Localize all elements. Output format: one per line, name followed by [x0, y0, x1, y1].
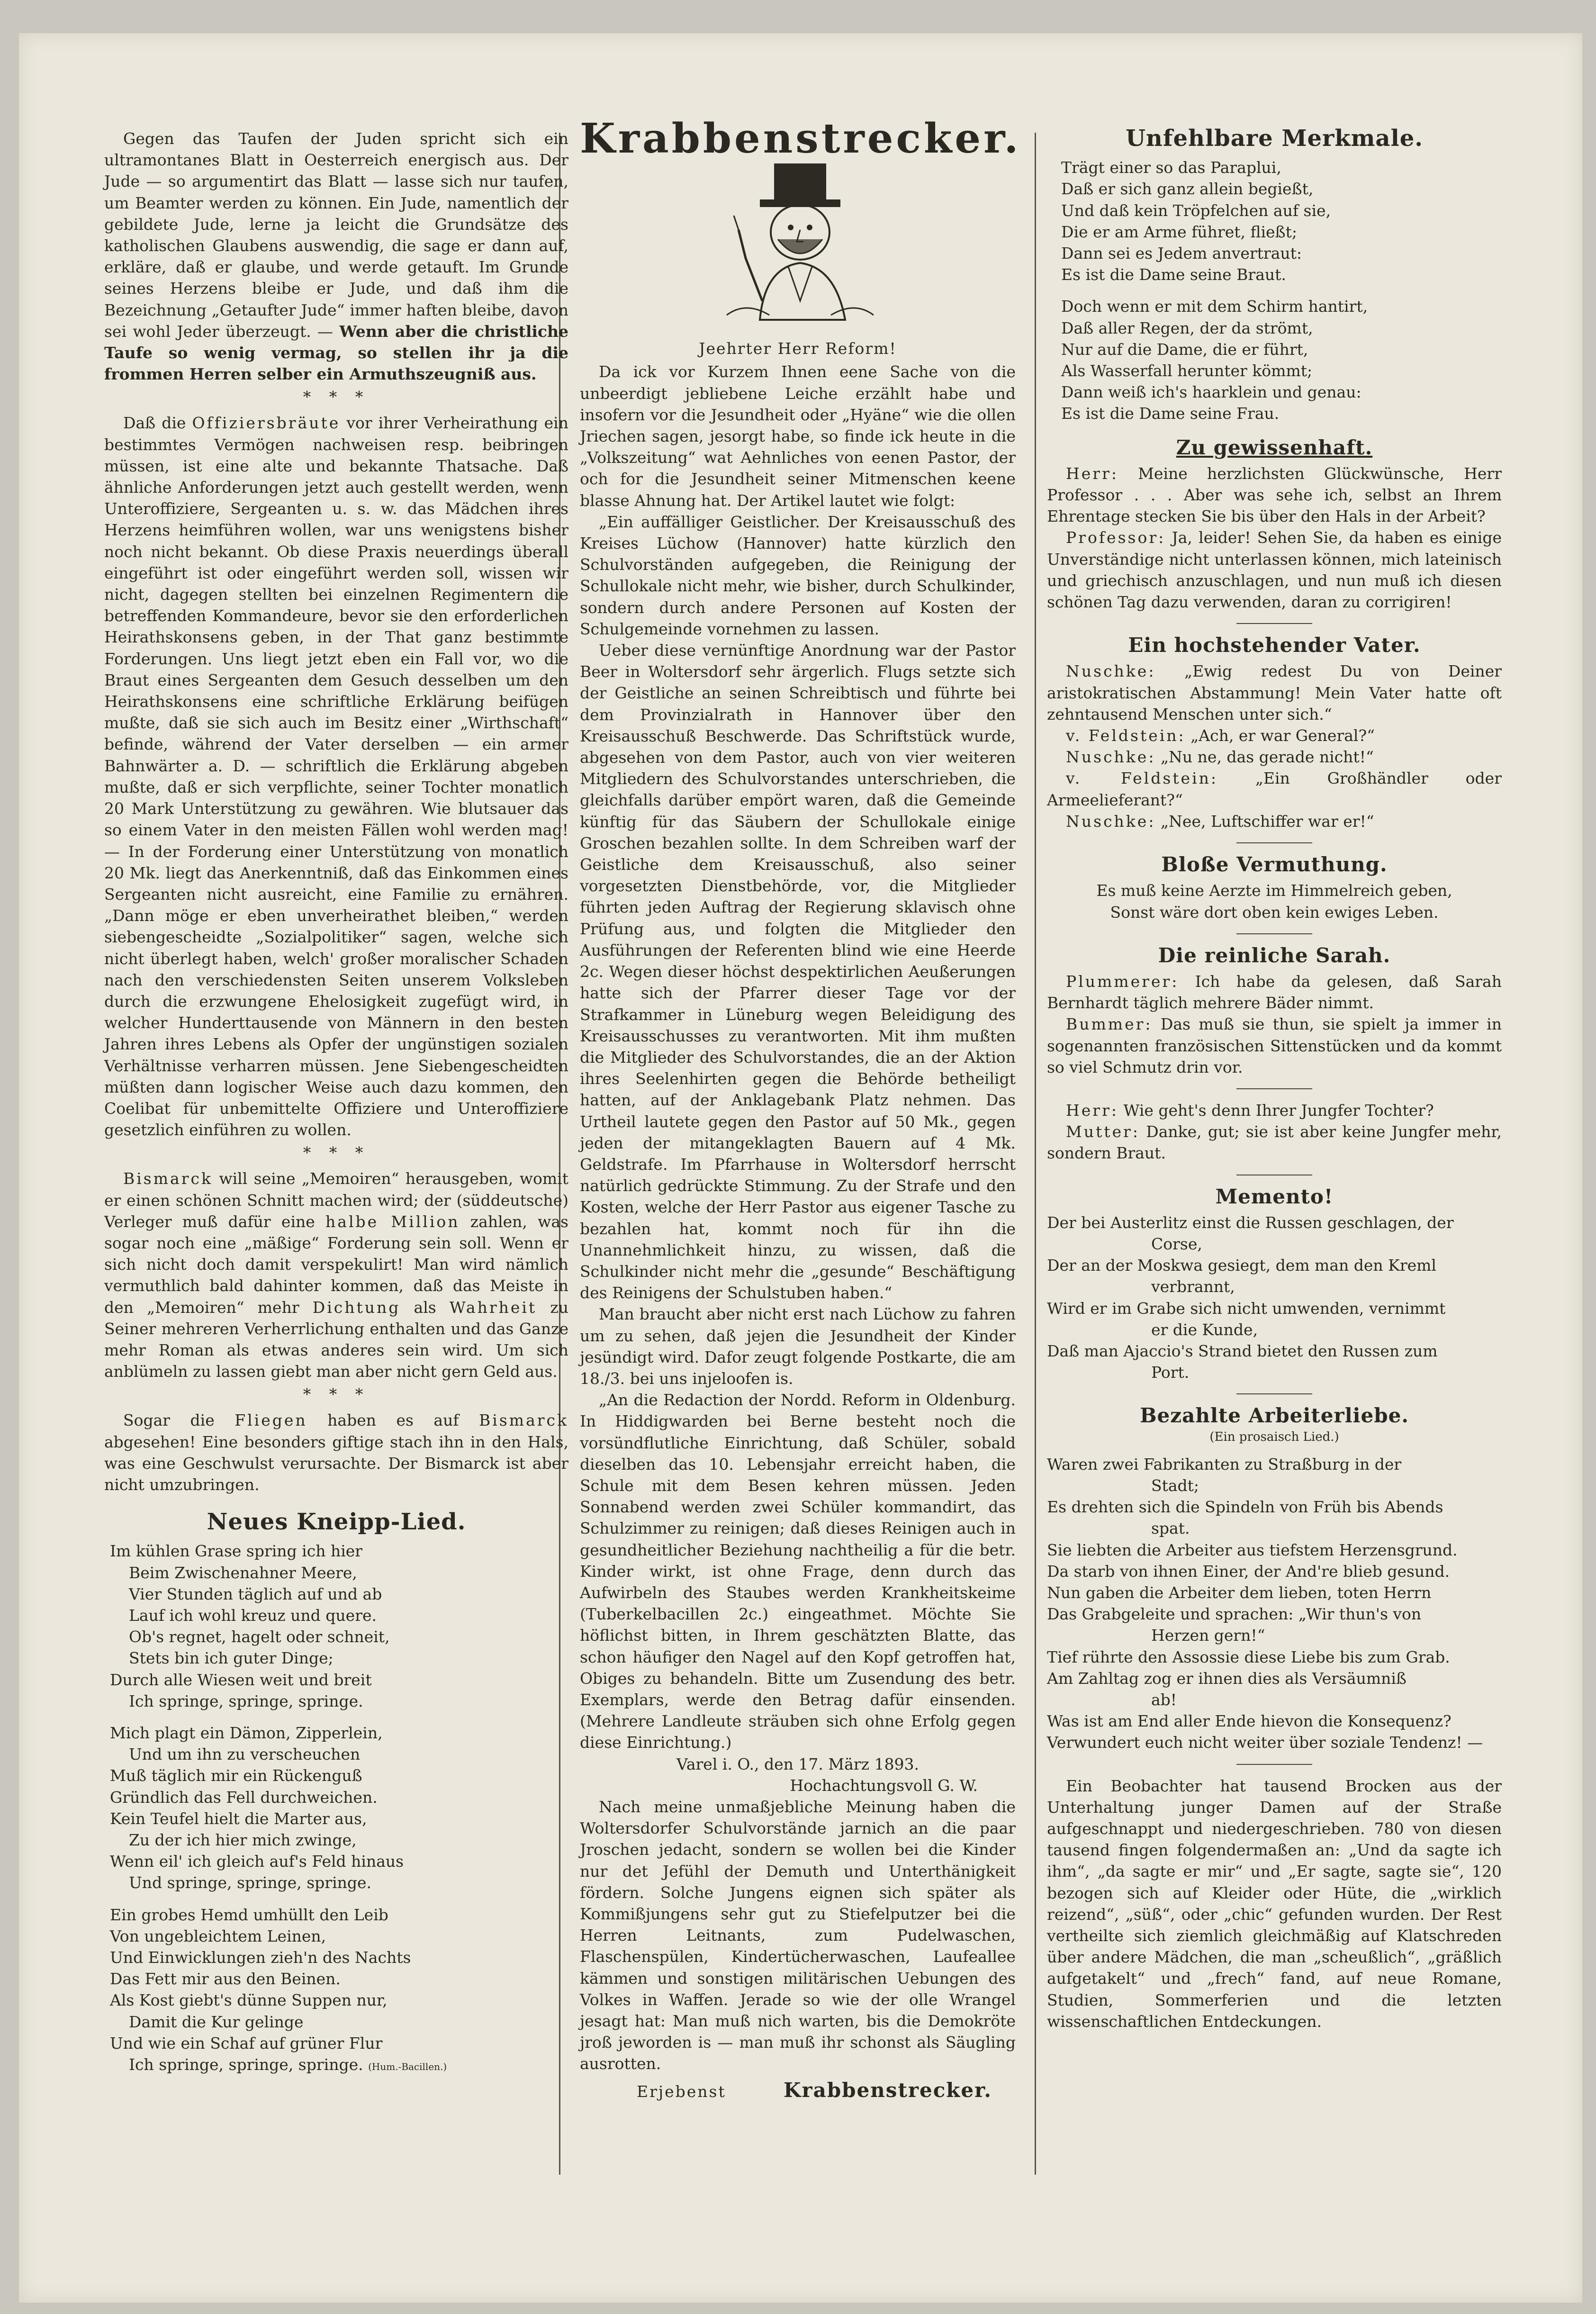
article-bismarck-flies: Sogar die Fliegen haben es auf Bismarck abgesehen! Eine besonders giftige stach ihn in den Hals, was eine Geschwulst verursachte. Der Bismarck ist aber nicht umzubringen.: [104, 1411, 568, 1494]
divider: [1236, 1393, 1312, 1394]
dialogue-line: Nuschke: „Nee, Luftschiffer war er!“: [1066, 812, 1374, 831]
section-separator: * * *: [303, 1143, 370, 1162]
newspaper-page: [19, 33, 1582, 2303]
dialogue-line: Nuschke: „Ewig redest Du von Deiner aristokratischen Abstammung! Mein Vater hatte oft zehntausend Menschen unter sich.“: [1047, 662, 1502, 723]
divider: [1236, 623, 1312, 624]
heading-blosse-vermuthung: Bloße Vermuthung.: [1161, 853, 1388, 877]
column-left: [104, 128, 568, 2089]
postcard-text: „An die Redaction der Nordd. Reform in Oldenburg. In Hiddigwarden bei Berne besteht noch die vorsündflutliche Einrichtung, daß Schüler, sobald dieselben das 10. Lebensjahr erreicht haben, die Schule mit dem Besen kehren müssen. Jeden Sonnabend werden zwei Schüler kommandirt, das Schulzimmer zu reinigen; daß dieses Reinigen auch in gesundheitlicher Beziehung nachtheilig a für die betr. Kinder wirkt, ist ohne Frage, denn durch das Aufwirbeln des Staubes werden Krankheitskeime (Tuberkelbacillen 2c.) eingeathmet. Möchte Sie höflichst bitten, in Ihrem geschätzten Blatte, das schon häufiger den Nagel auf den Kopf getroffen hat, Obiges zu behandeln. Bitte um Zusendung des betr. Exemplars, werde den Betrag dafür einsenden. (Mehrere Landleute sträuben sich ohne Erfolg gegen diese Einrichtung.): [580, 1391, 1016, 1752]
subheading: (Ein prosaisch Lied.): [1209, 1429, 1339, 1444]
divider: [1236, 1764, 1312, 1765]
dialogue-line: v. Feldstein: „Ach, er war General?“: [1066, 726, 1375, 745]
poem-memento: Der bei Austerlitz einst die Russen geschlagen, der Corse, Der an der Moskwa gesiegt, dem man den Kreml verbrannt, Wird er im Grabe sich nicht umwenden, vernimmt er die Kunde, Daß man Ajaccio's Strand bietet den Russen zum Port.: [1047, 1213, 1454, 1382]
article-young-ladies: Ein Beobachter hat tausend Brocken aus der Unterhaltung junger Damen auf der Straße aufgeschnappt und niedergeschrieben. 780 von diesen tausend fingen folgendermaßen an: „Und da sagte ich ihm“, „da sagte er mir“ und „Er sagte, sagte sie“, 120 bezogen sich auf Kleider oder Hüte, die „wirklich reizend“, „süß“, oder „chic“ gefunden wurden. Der Rest vertheilte sich ziemlich gleichmäßig auf Klatschreden über andere Mädchen, die man „scheußlich“, „gräßlich aufgetakelt“ und „frech“ fand, auf neue Romane, Studien, Sommerferien und die letzten wissenschaftlichen Entdeckungen.: [1047, 1776, 1502, 2031]
article-jewish-baptism: Gegen das Taufen der Juden spricht sich ein ultramontanes Blatt in Oesterreich energisch aus. Der Jude — so argumentirt das Blatt — lasse sich nur taufen, um Beamter werden zu können. Ein Jude, namentlich der gebildete Jude, lerne ja leicht die Grundsätze des katholischen Glaubens auswendig, die sage er dann auf, erkläre, daß er glaube, und werde getauft. Im Grunde seines Herzens bleibe er Jude, und daß ihm die Bezeichnung „Getaufter Jude“ immer haften bleibe, davon sei wohl Jeder überzeugt. — Wenn aber die christliche Taufe so wenig vermag, so stellen ihr ja die frommen Herren selber ein Armuthszeugniß aus.: [104, 129, 568, 384]
quoted-article: Ueber diese vernünftige Anordnung war der Pastor Beer in Woltersdorf sehr ärgerlich. Flugs setzte sich der Geistliche an seinen Schreibtisch und führte bei dem Provinzialrath in Hannover über den Kreisausschuß Beschwerde. Das Schriftstück wurde, abgesehen von dem Pastor, auch von vier weiteren Mitgliedern des Schulvorstandes unterschrieben, die gleichfalls darüber empört waren, daß die Gemeinde künftig für das Säubern der Schullokale einige Groschen bezahlen sollte. In dem Schreiben warf der Geistliche dem Kreisausschuß, also seiner vorgesetzten Dienstbehörde, vor, die Mitglieder führten jeden Auftrag der Regierung sklavisch ohne Prüfung aus, und folgten die Mitglieder den Ausführungen der Referenten blind wie eine Heerde 2c. Wegen dieser höchst despektirlichen Aeußerungen hatte sich der Pfarrer dieser Tage vor der Strafkammer in Lüneburg wegen Beleidigung des Kreisausschusses zu verantworten. Mit ihm mußten die Mitglieder des Schulvorstandes, die an der Aktion ihres Seelenhirten gegen die Behörde betheiligt hatten, auf der Anklagebank Platz nehmen. Das Urtheil lautete gegen den Pastor auf 50 Mk., gegen jeden der mitangeklagten Bauern auf 4 Mk. Geldstrafe. Im Pfarrhause in Woltersdorf herrscht natürlich gedrückte Stimmung. Zu der Strafe und den Kosten, welche der Herr Pastor aus eigener Tasche zu bezahlen hat, kommt noch für ihn die Unannehmlichkeit hinzu, zu wissen, daß die Schulkinder nicht mehr die „gesunde“ Beschäftigung des Reinigens der Schulstuben haben.“: [580, 641, 1016, 1302]
masthead-krabbenstrecker: Krabbenstrecker.: [580, 115, 1021, 163]
epigram: Es muß keine Aerzte im Himmelreich geben, Sonst wäre dort oben kein ewiges Leben.: [1096, 881, 1452, 922]
quoted-article: „Ein auffälliger Geistlicher. Der Kreisausschuß des Kreises Lüchow (Hannover) hatte kürzlich den Schulvorständen aufgegeben, die Reinigung der Schullokale nicht mehr, wie bisher, durch Schulkinder, sondern durch andere Personen auf Kosten der Schulgemeinde vornehmen zu lassen.: [580, 512, 1016, 638]
section-separator: * * *: [303, 388, 370, 407]
article-bismarck-memoirs: Bismarck will seine „Memoiren“ herausgeben, womit er einen schönen Schnitt machen wird; der (süddeutsche) Verleger muß dafür eine halbe Million zahlen, was sogar noch eine „mäßige“ Forderung sein soll. Wenn er sich nicht doch damit verspekulirt! Man wird nämlich vermuthlich bald dahinter kommen, daß das Meiste in den „Memoiren“ mehr Dichtung als Wahrheit zu Seiner mehreren Verherrlichung enthalten und das Ganze mehr Roman als etwas anderes sein wird. Um sich anblümeln zu lassen giebt man aber nicht gern Geld aus.: [104, 1169, 568, 1381]
letter-paragraph: Man braucht aber nicht erst nach Lüchow zu fahren um zu sehen, daß jejen die Jesundheit der Kinder jesündigt wird. Dafor zeugt folgende Postkarte, die am 18./3. bei uns injeloofen is.: [580, 1305, 1016, 1388]
postcard-place-date: Varel i. O., den 17. März 1893.: [676, 1754, 919, 1773]
section-separator: * * *: [303, 1385, 370, 1404]
dialogue-line: Nuschke: „Nu ne, das gerade nicht!“: [1066, 748, 1374, 767]
divider: [1236, 842, 1312, 843]
poem-merkmale: Trägt einer so das Paraplui, Daß er sich ganz allein begießt, Und daß kein Tröpfelchen auf sie, Die er am Arme führet, fließt; Dann sei es Jedem anvertraut: Es ist die Dame seine Braut. Doch wenn er mit dem Schirm hantirt, Daß aller Regen, der da strömt, Nur auf die Dame, die er führt, Als Wasserfall herunter kömmt; Dann weiß ich's haarklein und genau: Es ist die Dame seine Frau.: [1061, 158, 1368, 423]
letter-paragraph: Da ick vor Kurzem Ihnen eene Sache von die unbeerdigt jebliebene Leiche erzählt habe und insofern vor die Jesundheit oder „Hyäne“ wie die ollen Jriechen sagen, jesorgt habe, so finde ick heute in die „Volkszeitung“ wat Aehnliches von eenen Pastor, der och for die Jesundheit seiner Mitmenschen keene blasse Ahnung hat. Der Artikel lautet wie folgt:: [580, 362, 1016, 510]
caricature-illustration: [717, 159, 878, 329]
poem-title-kneipp: Neues Kneipp-Lied.: [207, 1509, 466, 1536]
dialogue-line: Herr: Wie geht's denn Ihrer Jungfer Tochter?: [1066, 1101, 1434, 1120]
divider: [1236, 1088, 1312, 1089]
heading-bezahlte-arbeiterliebe: Bezahlte Arbeiterliebe.: [1140, 1404, 1409, 1428]
greeting: Jeehrter Herr Reform!: [699, 339, 897, 358]
dialogue-line: Herr: Meine herzlichsten Glückwünsche, Herr Professor . . . Aber was sehe ich, selbst an Ihrem Ehrentage stecken Sie bis über den Hals in der Arbeit?: [1047, 464, 1502, 526]
heading-hochstehender-vater: Ein hochstehender Vater.: [1128, 633, 1421, 657]
heading-unfehlbare-merkmale: Unfehlbare Merkmale.: [1126, 125, 1423, 152]
closing: Erjebenst: [637, 2082, 726, 2101]
divider: [1236, 933, 1312, 934]
column-right: [1047, 125, 1502, 2032]
dialogue-line: Bummer: Das muß sie thun, sie spielt ja immer in sogenannten französischen Sittenstücken und da kommt so viel Schmutz drin vor.: [1047, 1015, 1502, 1076]
dialogue-line: Mutter: Danke, gut; sie ist aber keine Jungfer mehr, sondern Braut.: [1047, 1122, 1502, 1163]
poem-arbeiterliebe: Waren zwei Fabrikanten zu Straßburg in der Stadt; Es drehten sich die Spindeln von Früh bis Abends spat. Sie liebten die Arbeiter aus tiefstem Herzensgrund. Da starb von ihnen Einer, der And're blieb gesund. Nun gaben die Arbeiter dem lieben, toten Herrn Das Grabgeleite und sprachen: „Wir thun's von Herzen gern!“ Tief rührte den Assossie diese Liebe bis zum Grab. Am Zahltag zog er ihnen dies als Versäumniß ab! Was ist am End aller Ende hievon die Konsequenz? Verwundert euch nicht weiter über soziale Tendenz! —: [1047, 1455, 1483, 1752]
dialogue-line: v. Feldstein: „Ein Großhändler oder Armeelieferant?“: [1047, 769, 1502, 809]
dialogue-line: Plummerer: Ich habe da gelesen, daß Sarah Bernhardt täglich mehrere Bäder nimmt.: [1047, 972, 1502, 1012]
poem-kneipp: Im kühlen Grase spring ich hier Beim Zwischenahner Meere, Vier Stunden täglich auf und ab Lauf ich wohl kreuz und quere. Ob's regnet, hagelt oder schneit, Stets bin ich guter Dinge; Durch alle Wiesen weit und breit Ich springe, springe, springe. Mich plagt ein Dämon, Zipperlein, Und um ihn zu verscheuchen Muß täglich mir ein Rückenguß Gründlich das Fell durchweichen. Kein Teufel hielt die Marter aus, Zu der ich hier mich zwinge, Wenn eil' ich gleich auf's Feld hinaus Und springe, springe, springe. Ein grobes Hemd umhüllt den Leib Von ungebleichtem Leinen, Und Einwicklungen zieh'n des Nachts Das Fett mir aus den Beinen. Als Kost giebt's dünne Suppen nur, Damit die Kur gelinge Und wie ein Schaf auf grüner Flur Ich springe, springe, springe. (Hum.-Bacillen.): [110, 1542, 447, 2074]
poem-credit: (Hum.-Bacillen.): [368, 2061, 447, 2073]
heading-memento: Memento!: [1215, 1184, 1334, 1208]
heading-reinliche-sarah: Die reinliche Sarah.: [1158, 943, 1391, 967]
article-officer-brides: Daß die Offiziersbräute vor ihrer Verheirathung ein bestimmtes Vermögen nachweisen resp. beibringen müssen, ist eine alte und bekannte Thatsache. Daß ähnliche Anforderungen jetzt auch gestellt werden, wenn Unteroffiziere, Sergeanten u. s. w. das Mädchen ihres Herzens heimführen wollen, war uns wenigstens bisher noch nicht bekannt. Ob diese Praxis neuerdings überall eingeführt ist oder eingeführt werden soll, wissen wir nicht, dagegen stellten bei einzelnen Regimentern die betreffenden Kommandeure, bevor sie den erforderlichen Heirathskonsens geben, in der That ganz bestimmte Forderungen. Uns liegt jetzt eben ein Fall vor, wo die Braut eines Sergeanten dem Gesuch desselben um den Heirathskonsens eine schriftliche Erklärung beifügen mußte, daß sie sich auch im Besitz einer „Wirthschaft“ befinde, während der Vater derselben — ein armer Bahnwärter a. D. — schriftlich die Erklärung abgeben mußte, daß er sich verpflichte, seiner Tochter monatlich 20 Mark Unterstützung zu gewähren. Wie blutsauer das so einem Vater in den meisten Fällen wohl werden mag! — In der Forderung einer Unterstützung von monatlich 20 Mk. liegt das Anerkenntniß, daß das Einkommen eines Sergeanten nicht ausreicht, eine Familie zu ernähren. „Dann möge er eben unverheirathet bleiben,“ werden siebengescheidte „Sozialpolitiker“ sagen, welche sich nicht überlegt haben, welch' großer moralischer Schaden nach den verschiedensten Seiten unserem Volksleben durch die erzwungene Ehelosigkeit zugefügt wird, in welcher Hunderttausende von Männern in den besten Jahren ihres Lebens als Opfer der ungünstigen sozialen Verhältnisse verharren müssen. Jene Siebengescheidten müßten dann logischer Weise auch dazu kommen, den Coelibat für unbemittelte Offiziere und Unteroffiziere gesetzlich einführen zu wollen.: [104, 414, 568, 1139]
heading-zu-gewissenhaft: Zu gewissenhaft.: [1176, 435, 1373, 459]
signature: Krabbenstrecker.: [783, 2078, 992, 2102]
column-rule: [1035, 133, 1036, 2175]
dialogue-line: Professor: Ja, leider! Sehen Sie, da haben es einige Unverständige nicht unterlassen können, mich lateinisch und griechisch anzuschlagen, und nun muß ich diesen schönen Tag dazu verwenden, daran zu corrigiren!: [1047, 528, 1502, 612]
postcard-regards: Hochachtungsvoll G. W.: [790, 1776, 978, 1795]
letter-paragraph: Nach meine unmaßjebliche Meinung haben die Woltersdorfer Schulvorstände jarnich an die paar Jroschen jedacht, sondern se wollen bei die Kinder nur det Jefühl der Demuth und Unterthänigkeit fördern. Solche Jungens eignen sich später als Kommißjungens sehr gut zu Stiefelputzer bei die Herren Leitnants, zum Pudelwaschen, Flaschenspülen, Kindertücherwaschen, Laufeallee kämmen und sonstigen militärischen Uebungen des Volkes in Waffen. Jerade so wie der olle Wrangel jesagt hat: Man muß nich warten, bis die Demokröte jroß jeworden is — man muß ihr schonst als Säugling ausrotten.: [580, 1798, 1016, 2073]
column-middle: [580, 115, 1021, 2102]
